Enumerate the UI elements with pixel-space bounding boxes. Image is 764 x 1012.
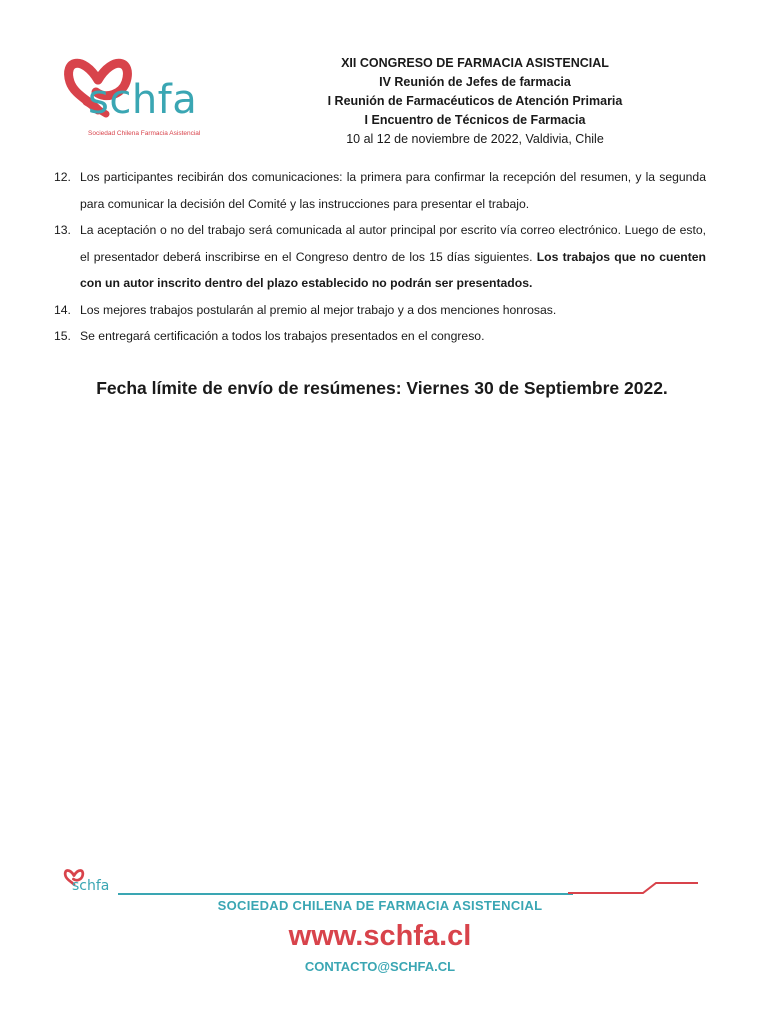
footer-logo-text: schfa [72, 878, 110, 894]
item-text: Se entregará certificación a todos los trabajos presentados en el congreso. [80, 329, 485, 343]
logo-subtitle: Sociedad Chilena Farmacia Asistencial [88, 130, 201, 137]
footer-organization: SOCIEDAD CHILENA DE FARMACIA ASISTENCIAL [217, 898, 543, 913]
item-number: 15. [54, 329, 71, 343]
rules-list [54, 164, 706, 350]
header-line-2: IV Reunión de Jefes de farmacia [379, 75, 571, 89]
schfa-logo [58, 50, 228, 145]
item-number: 13. [54, 223, 71, 237]
footer-divider [118, 878, 700, 898]
list-item [54, 323, 706, 350]
list-item [54, 217, 706, 297]
event-header [300, 54, 650, 149]
item-text: Los mejores trabajos postularán al premio al mejor trabajo y a dos menciones honrosas. [80, 302, 557, 317]
item-text [80, 217, 706, 297]
header-line-1: XII CONGRESO DE FARMACIA ASISTENCIAL [341, 56, 609, 70]
list-item [54, 164, 706, 217]
logo-text: schfa [88, 77, 198, 123]
footer-logo [62, 866, 122, 900]
list-item [54, 297, 706, 324]
item-text-bold: Los trabajos que no cuenten con un autor inscrito dentro del plazo establecido no podrán ser presentados. [80, 249, 707, 290]
footer-email-link[interactable]: CONTACTO@SCHFA.CL [304, 959, 456, 974]
header-line-5: 10 al 12 de noviembre de 2022, Valdivia, Chile [346, 132, 604, 146]
item-number: 14. [54, 302, 71, 317]
footer-website-link[interactable]: www.schfa.cl [288, 920, 472, 952]
header-line-4: I Encuentro de Técnicos de Farmacia [364, 113, 586, 127]
item-text-regular: La aceptación o no del trabajo será comunicada al autor principal por escrito vía correo electrónico. Luego de esto, el presentador deberá inscribirse en el Congreso dentro de los 15 días siguientes. [80, 223, 706, 264]
item-number: 12. [54, 170, 71, 184]
header-line-3: I Reunión de Farmacéuticos de Atención Primaria [327, 94, 623, 108]
item-text: Los participantes recibirán dos comunicaciones: la primera para confirmar la recepción del resumen, y la segunda para comunicar la decisión del Comité y las instrucciones para presentar el trabajo. [80, 170, 706, 211]
deadline-notice: Fecha límite de envío de resúmenes: Viernes 30 de Septiembre 2022. [96, 378, 668, 398]
